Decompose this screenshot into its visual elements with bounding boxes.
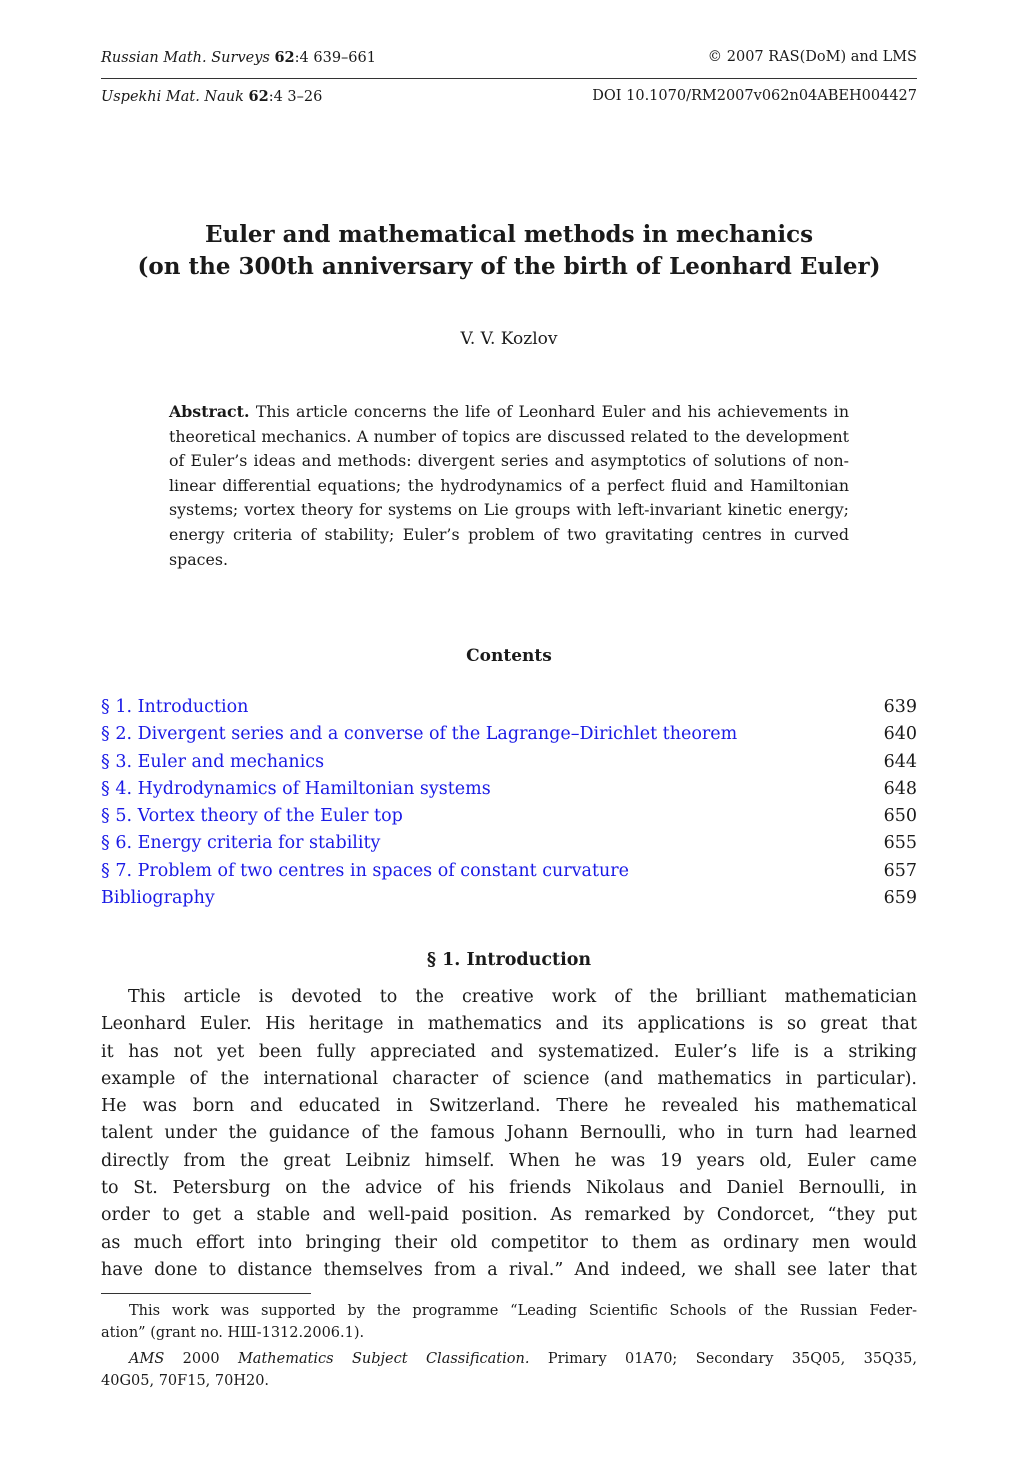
msc-label: Mathematics Subject Classification. xyxy=(237,1351,530,1367)
body-line: talent under the guidance of the famous Johann Bernoulli, who in turn had learned xyxy=(101,1123,917,1144)
body-line: to St. Petersburg on the advice of his friends Nikolaus and Daniel Bernoulli, in xyxy=(101,1178,917,1199)
body-line: as much effort into bringing their old competitor to them as ordinary men would xyxy=(101,1232,917,1253)
table-of-contents xyxy=(101,694,917,912)
paper-title xyxy=(101,219,917,283)
toc-entry-link[interactable]: § 4. Hydrodynamics of Hamiltonian systems xyxy=(101,778,491,799)
body-line: Leonhard Euler. His heritage in mathematics and its applications is so great that xyxy=(101,1014,917,1035)
body-line: it has not yet been fully appreciated and systematized. Euler’s life is a striking xyxy=(101,1041,917,1062)
funding-line-1: This work was supported by the programme “Leading Scientific Schools of the Russian Feder- xyxy=(129,1303,917,1319)
author-name: V. V. Kozlov xyxy=(460,329,558,349)
title-line-2: (on the 300th anniversary of the birth of Leonhard Euler) xyxy=(137,253,881,280)
body-line: order to get a stable and well-paid position. As remarked by Condorcet, “they put xyxy=(101,1205,917,1226)
toc-page-number: 648 xyxy=(883,778,917,799)
body-line: This article is devoted to the creative work of the brilliant mathematician xyxy=(128,987,917,1007)
toc-entry-link[interactable]: § 1. Introduction xyxy=(101,697,249,717)
abstract xyxy=(169,400,849,572)
toc-entry-link[interactable]: § 3. Euler and mechanics xyxy=(101,751,325,772)
title-line-1: Euler and mathematical methods in mechanics xyxy=(204,221,814,248)
toc-entry-link[interactable]: Bibliography xyxy=(101,888,215,909)
toc-page-number: 655 xyxy=(883,833,917,854)
toc-entry[interactable] xyxy=(101,749,917,776)
abstract-text: This article concerns the life of Leonhard Euler and his achievements in theoretical mechanics. A number of topics are discussed related to the development of Euler’s ideas and methods: divergent series and asymptotics of solutions of non-linear differential equations; the hydrodynamics of a perfect fluid and Hamiltonian systems; vortex theory for systems on Lie groups with left-invariant kinetic energy; energy criteria of stability; Euler’s problem of two gravitating centres in curved spaces. xyxy=(169,402,849,569)
msc-ams: AMS xyxy=(129,1351,165,1367)
abstract-label: Abstract. xyxy=(169,402,250,421)
footnote-rule xyxy=(101,1293,311,1294)
toc-entry[interactable] xyxy=(101,694,917,721)
contents-heading: Contents xyxy=(466,646,552,666)
copyright-notice: © 2007 RAS(DoM) and LMS xyxy=(707,49,917,65)
toc-entry[interactable] xyxy=(101,721,917,748)
toc-page-number: 639 xyxy=(883,697,917,717)
body-line: example of the international character of science (and mathematics in particular). xyxy=(101,1068,917,1089)
header-rule xyxy=(101,78,917,79)
toc-page-number: 659 xyxy=(883,888,917,909)
body-line: He was born and educated in Switzerland. There he revealed his mathematical xyxy=(101,1096,917,1117)
msc-line-2: 40G05, 70F15, 70H20. xyxy=(101,1373,270,1389)
toc-entry[interactable] xyxy=(101,830,917,857)
toc-entry[interactable] xyxy=(101,858,917,885)
toc-entry-link[interactable]: § 6. Energy criteria for stability xyxy=(101,833,381,854)
toc-entry-link[interactable]: § 5. Vortex theory of the Euler top xyxy=(101,806,403,827)
msc-line-1 xyxy=(101,1348,917,1370)
toc-entry[interactable] xyxy=(101,885,917,912)
section-heading: § 1. Introduction xyxy=(426,950,592,970)
toc-page-number: 640 xyxy=(883,724,917,745)
msc-year: 2000 xyxy=(182,1351,220,1367)
journal-citation-russian: Uspekhi Mat. Nauk 62:4 3–26 xyxy=(101,88,323,105)
msc-footnote xyxy=(101,1348,917,1392)
toc-entry-link[interactable]: § 2. Divergent series and a converse of the Lagrange–Dirichlet theorem xyxy=(101,724,738,745)
toc-page-number: 657 xyxy=(883,860,917,881)
toc-entry[interactable] xyxy=(101,776,917,803)
body-line: directly from the great Leibniz himself. When he was 19 years old, Euler came xyxy=(101,1150,917,1171)
doi[interactable]: DOI 10.1070/RM2007v062n04ABEH004427 xyxy=(592,88,917,104)
toc-page-number: 650 xyxy=(883,806,917,827)
section-body xyxy=(101,984,917,1284)
toc-entry-link[interactable]: § 7. Problem of two centres in spaces of constant curvature xyxy=(101,860,629,881)
funding-line-2: ation” (grant no. НШ-1312.2006.1). xyxy=(101,1325,365,1341)
toc-page-number: 644 xyxy=(883,751,917,772)
body-line: have done to distance themselves from a rival.” And indeed, we shall see later that xyxy=(101,1259,917,1280)
msc-primary: Primary 01A70; Secondary 35Q05, 35Q35, xyxy=(547,1351,917,1367)
funding-footnote xyxy=(101,1300,917,1344)
toc-entry[interactable] xyxy=(101,803,917,830)
journal-citation-english: Russian Math. Surveys 62:4 639–661 xyxy=(101,49,376,66)
